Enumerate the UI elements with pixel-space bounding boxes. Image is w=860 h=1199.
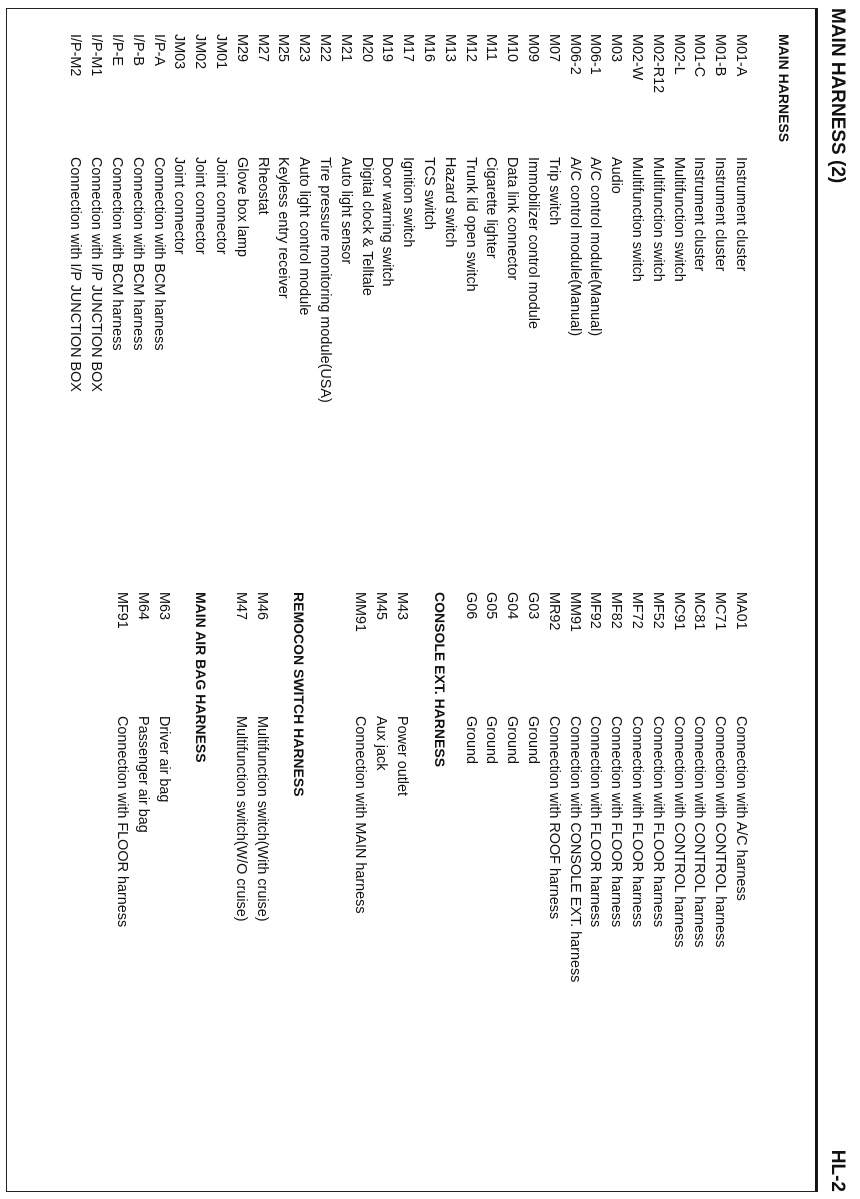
connector-description: TCS switch	[421, 157, 438, 230]
connector-code: MF91	[114, 592, 131, 629]
content-frame	[6, 8, 818, 1192]
connector-row	[350, 592, 371, 1192]
connector-row	[481, 34, 502, 624]
connector-code: M03	[608, 34, 625, 62]
connector-code: M17	[400, 34, 417, 62]
connector-code: M29	[233, 34, 250, 62]
connector-description: Auto light control module	[296, 157, 313, 316]
main-air-bag-harness-list	[112, 592, 174, 1192]
section-title-main-harness: MAIN HARNESS	[776, 34, 792, 143]
connector-description: Glove box lamp	[233, 157, 250, 257]
connector-code: M02-W	[629, 34, 646, 81]
connector-row	[605, 592, 626, 1192]
connector-row	[148, 34, 169, 624]
connector-description: Connection with MAIN harness	[352, 716, 369, 914]
connector-description: Instrument cluster	[733, 157, 749, 272]
connector-row	[391, 592, 412, 1192]
connector-code: MM91	[566, 592, 583, 632]
connector-code: M45	[373, 592, 390, 620]
connector-description: Connection with I/P JUNCTION BOX	[88, 157, 105, 392]
connector-row	[543, 34, 564, 624]
connector-code: M46	[254, 592, 270, 620]
connector-description: Trunk lid open switch	[462, 157, 479, 292]
connector-description: Connection with BCM harness	[129, 157, 146, 351]
connector-description: Audio	[608, 157, 625, 194]
connector-row	[112, 592, 133, 1192]
connector-code: MC81	[691, 592, 708, 631]
connector-row	[501, 34, 522, 624]
connector-row	[230, 592, 251, 1192]
connector-code: MC71	[712, 592, 729, 631]
connector-code: MR92	[545, 592, 562, 631]
connector-code: M47	[233, 592, 250, 620]
connector-code: MF52	[649, 592, 666, 629]
connector-code: MC91	[670, 592, 687, 631]
connector-description: Connection with CONTROL harness	[670, 716, 687, 948]
connector-code: M01-B	[712, 34, 729, 77]
connector-code: G04	[504, 592, 521, 620]
connector-description: Connection with BCM harness	[150, 157, 167, 351]
connector-description: Power outlet	[394, 716, 410, 796]
connector-description: A/C control module(Manual)	[566, 157, 583, 337]
connector-description: Connection with CONSOLE EXT. harness	[566, 716, 583, 983]
connector-row	[564, 34, 585, 624]
connector-row	[106, 34, 127, 624]
connector-code: JM03	[171, 34, 188, 70]
connector-description: Multifunction switch(W/O cruise)	[233, 716, 250, 922]
connector-row	[210, 34, 231, 624]
connector-code: M20	[358, 34, 375, 62]
connector-code: I/P-E	[109, 34, 126, 66]
connector-row	[730, 34, 751, 624]
console-ext-harness-list	[350, 592, 412, 1192]
connector-code: M27	[254, 34, 271, 62]
connector-description: Instrument cluster	[691, 157, 708, 272]
section-title-console-ext-harness: CONSOLE EXT. HARNESS	[432, 592, 448, 768]
connector-row	[65, 34, 86, 624]
connector-code: M10	[504, 34, 521, 62]
connector-row	[626, 592, 647, 1192]
connector-description: Rheostat	[254, 157, 271, 215]
connector-description: Tire pressure monitoring module(USA)	[317, 157, 334, 403]
connector-row	[273, 34, 294, 624]
connector-row	[564, 592, 585, 1192]
connector-code: M25	[275, 34, 292, 62]
connector-description: Ground	[462, 716, 479, 764]
connector-code: M11	[483, 34, 500, 61]
section-title-remocon-switch-harness: REMOCON SWITCH HARNESS	[291, 592, 307, 797]
connector-row	[501, 592, 522, 1192]
connector-code: M21	[337, 34, 354, 62]
connector-row	[668, 34, 689, 624]
connector-description: Instrument cluster	[712, 157, 729, 272]
connector-row	[252, 34, 273, 624]
connector-description: Joint connector	[171, 157, 188, 255]
section-title-main-air-bag-harness: MAIN AIR BAG HARNESS	[193, 592, 209, 763]
connector-row	[231, 34, 252, 624]
connector-description: Passenger air bag	[135, 716, 152, 833]
connector-description: Immobilizer control module	[525, 157, 542, 329]
connector-row	[189, 34, 210, 624]
connector-row	[127, 34, 148, 624]
connector-code: M06-1	[587, 34, 604, 75]
connector-code: I/P-M1	[88, 34, 105, 77]
page-header	[815, 8, 854, 1192]
connector-code: M02-L	[670, 34, 687, 75]
connector-description: Ground	[483, 716, 500, 764]
connector-code: JM01	[213, 34, 230, 70]
connector-code: MM91	[352, 592, 369, 632]
connector-row	[377, 34, 398, 624]
connector-code: M63	[156, 592, 172, 620]
page-title: MAIN HARNESS (2)	[827, 8, 848, 184]
connector-description: Joint connector	[213, 157, 230, 255]
connector-row	[132, 592, 153, 1192]
connector-code: G06	[462, 592, 479, 620]
connector-description: Connection with FLOOR harness	[649, 716, 666, 928]
connector-code: MF82	[608, 592, 625, 629]
remocon-switch-harness-list	[230, 592, 272, 1192]
connector-row	[397, 34, 418, 624]
connector-row	[709, 592, 730, 1192]
connector-code: M64	[135, 592, 152, 620]
connector-code: I/P-A	[150, 34, 167, 66]
connector-row	[730, 592, 751, 1192]
connector-code: M19	[379, 34, 396, 62]
connector-description: Connection with CONTROL harness	[712, 716, 729, 948]
connector-description: Hazard switch	[441, 157, 458, 248]
connector-description: Cigarette lighter	[483, 157, 500, 259]
connector-description: Multifunction switch	[670, 157, 687, 282]
connector-code: JM02	[192, 34, 209, 70]
connector-row	[356, 34, 377, 624]
connector-description: Digital clock & Telltale	[358, 157, 375, 296]
connector-description: Connection with I/P JUNCTION BOX	[67, 157, 84, 392]
connector-description: Connection with A/C harness	[733, 716, 749, 901]
connector-code: MA01	[733, 592, 749, 630]
connector-code: I/P-B	[129, 34, 146, 66]
connector-description: Multifunction switch(With cruise)	[254, 716, 270, 922]
connector-code: M43	[394, 592, 410, 620]
connector-row	[370, 592, 391, 1192]
connector-row	[293, 34, 314, 624]
connector-row	[418, 34, 439, 624]
page-number: HL-2	[827, 1149, 848, 1192]
connector-description: A/C control module(Manual)	[587, 157, 604, 337]
connector-code: M13	[441, 34, 458, 62]
connector-description: Multifunction switch	[649, 157, 666, 282]
connector-code: G05	[483, 592, 500, 620]
connector-row	[153, 592, 174, 1192]
main-harness-list	[65, 34, 751, 624]
connector-row	[522, 34, 543, 624]
connector-row	[585, 34, 606, 624]
connector-code: M22	[317, 34, 334, 62]
connector-description: Ground	[504, 716, 521, 764]
connector-code: M02-R12	[649, 34, 666, 94]
connector-description: Connection with FLOOR harness	[587, 716, 604, 928]
connector-code: MF92	[587, 592, 604, 629]
connector-code: M23	[296, 34, 313, 62]
connector-code: M01-A	[733, 34, 749, 77]
connector-code: G03	[525, 592, 542, 620]
connector-description: Ground	[525, 716, 542, 764]
connector-description: Trip switch	[545, 157, 562, 226]
connector-description: Connection with FLOOR harness	[629, 716, 646, 928]
connector-description: Auto light sensor	[337, 157, 354, 265]
connector-row	[647, 34, 668, 624]
connector-row	[335, 34, 356, 624]
connector-row	[605, 34, 626, 624]
connector-description: Connection with FLOOR harness	[114, 716, 131, 928]
connector-description: Data link connector	[504, 157, 521, 281]
connector-description: Connection with CONTROL harness	[691, 716, 708, 948]
connector-code: M12	[462, 34, 479, 62]
main-harness-connections-list	[460, 592, 751, 1192]
connector-description: Keyless entry receiver	[275, 157, 292, 299]
connector-description: Ignition switch	[400, 157, 417, 248]
connector-row	[481, 592, 502, 1192]
connector-row	[689, 34, 710, 624]
connector-row	[169, 34, 190, 624]
connector-description: Driver air bag	[156, 716, 172, 803]
connector-code: MF72	[629, 592, 646, 629]
connector-row	[522, 592, 543, 1192]
connector-row	[709, 34, 730, 624]
connector-row	[585, 592, 606, 1192]
connector-row	[543, 592, 564, 1192]
connector-description: Door warning switch	[379, 157, 396, 287]
connector-row	[86, 34, 107, 624]
connector-row	[439, 34, 460, 624]
connector-code: M06-2	[566, 34, 583, 75]
connector-code: M16	[421, 34, 438, 62]
connector-row	[626, 34, 647, 624]
connector-row	[251, 592, 272, 1192]
connector-code: M01-C	[691, 34, 708, 78]
connector-code: M09	[525, 34, 542, 62]
connector-row	[689, 592, 710, 1192]
connector-description: Connection with ROOF harness	[545, 716, 562, 920]
connector-code: M07	[545, 34, 562, 62]
connector-row	[314, 34, 335, 624]
connector-description: Connection with FLOOR harness	[608, 716, 625, 928]
connector-description: Joint connector	[192, 157, 209, 255]
connector-row	[668, 592, 689, 1192]
connector-row	[460, 34, 481, 624]
connector-description: Multifunction switch	[629, 157, 646, 282]
connector-row	[460, 592, 481, 1192]
connector-description: Connection with BCM harness	[109, 157, 126, 351]
connector-description: Aux jack	[373, 716, 390, 771]
connector-row	[647, 592, 668, 1192]
connector-code: I/P-M2	[67, 34, 84, 77]
